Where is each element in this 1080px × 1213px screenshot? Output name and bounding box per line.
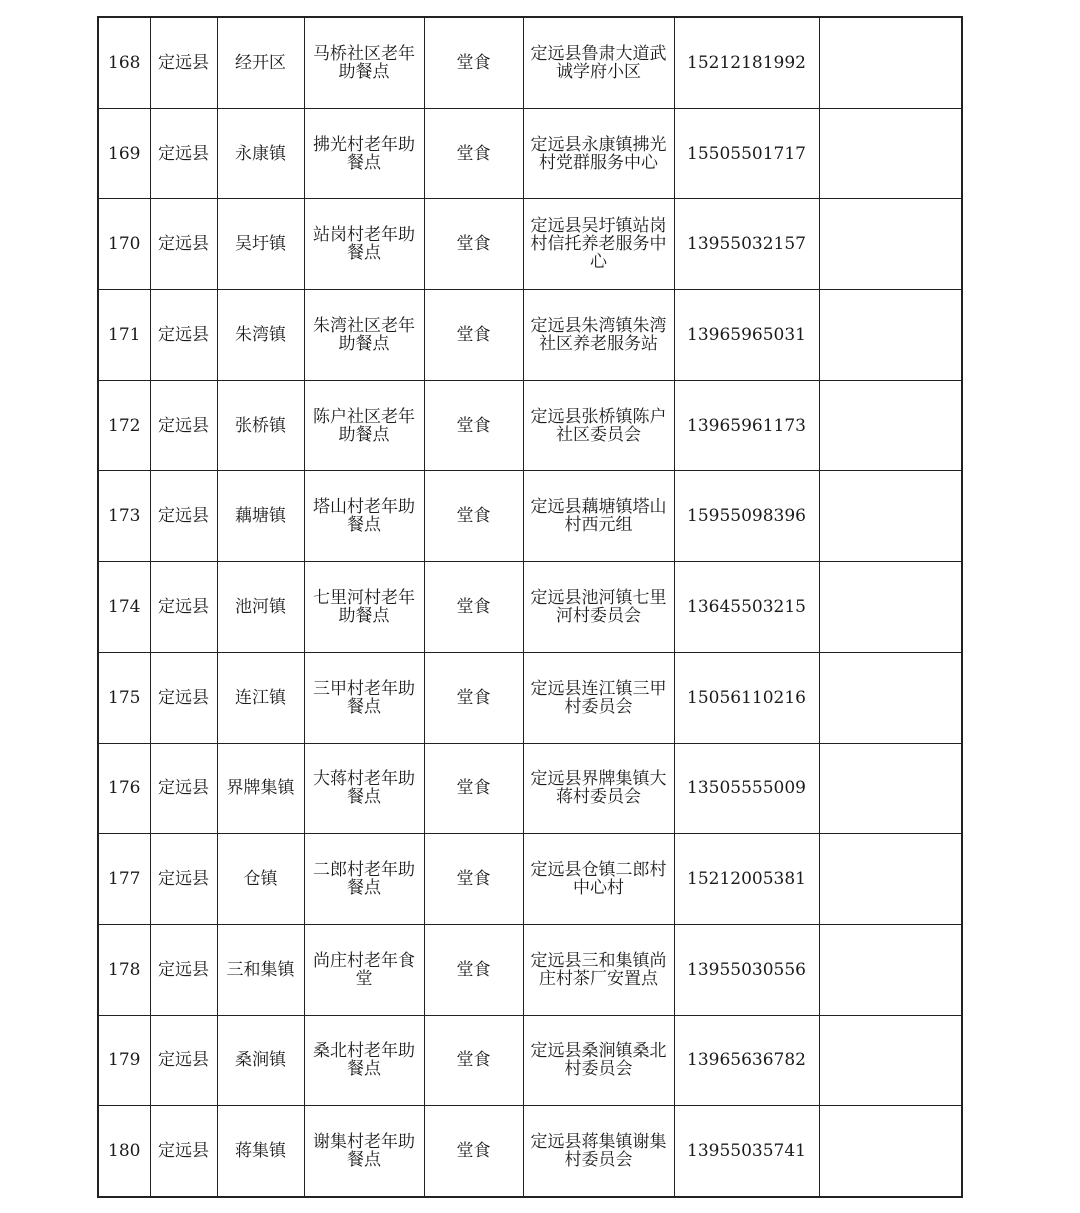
county-cell: 定远县 [150,380,217,471]
county-cell: 定远县 [150,743,217,834]
row-number-cell: 179 [98,1015,150,1106]
service-type-cell: 堂食 [424,471,523,562]
phone-cell: 15056110216 [674,652,819,743]
county-cell: 定远县 [150,471,217,562]
table-body [98,17,962,1197]
note-cell [819,199,962,290]
site-name-cell: 尚庄村老年食堂 [304,924,424,1015]
table-row [98,743,962,834]
service-type-cell: 堂食 [424,743,523,834]
address-cell: 定远县鲁肃大道武诚学府小区 [523,17,674,108]
county-cell: 定远县 [150,652,217,743]
table-row [98,380,962,471]
phone-cell: 15505501717 [674,108,819,199]
site-name-cell: 七里河村老年助餐点 [304,562,424,653]
county-cell: 定远县 [150,1015,217,1106]
row-number-cell: 176 [98,743,150,834]
county-cell: 定远县 [150,199,217,290]
site-name-cell: 大蒋村老年助餐点 [304,743,424,834]
site-name-cell: 三甲村老年助餐点 [304,652,424,743]
service-type-cell: 堂食 [424,1106,523,1197]
note-cell [819,562,962,653]
note-cell [819,290,962,381]
site-name-cell: 二郎村老年助餐点 [304,834,424,925]
phone-cell: 15955098396 [674,471,819,562]
row-number-cell: 173 [98,471,150,562]
row-number-cell: 171 [98,290,150,381]
service-type-cell: 堂食 [424,17,523,108]
table-row [98,290,962,381]
row-number-cell: 178 [98,924,150,1015]
site-name-cell: 马桥社区老年助餐点 [304,17,424,108]
service-type-cell: 堂食 [424,652,523,743]
town-cell: 界牌集镇 [217,743,304,834]
table-row [98,1015,962,1106]
table-row [98,108,962,199]
row-number-cell: 175 [98,652,150,743]
phone-cell: 13965965031 [674,290,819,381]
town-cell: 仓镇 [217,834,304,925]
phone-cell: 13965961173 [674,380,819,471]
service-type-cell: 堂食 [424,108,523,199]
town-cell: 连江镇 [217,652,304,743]
town-cell: 吴圩镇 [217,199,304,290]
phone-cell: 13965636782 [674,1015,819,1106]
phone-cell: 15212181992 [674,17,819,108]
site-name-cell: 站岗村老年助餐点 [304,199,424,290]
table-row [98,834,962,925]
address-cell: 定远县三和集镇尚庄村茶厂安置点 [523,924,674,1015]
table-row [98,199,962,290]
service-type-cell: 堂食 [424,290,523,381]
table-row [98,471,962,562]
county-cell: 定远县 [150,17,217,108]
note-cell [819,17,962,108]
note-cell [819,743,962,834]
address-cell: 定远县张桥镇陈户社区委员会 [523,380,674,471]
address-cell: 定远县桑涧镇桑北村委员会 [523,1015,674,1106]
table-row [98,924,962,1015]
town-cell: 桑涧镇 [217,1015,304,1106]
service-type-cell: 堂食 [424,924,523,1015]
county-cell: 定远县 [150,562,217,653]
table-row [98,17,962,108]
table-row [98,1106,962,1197]
row-number-cell: 170 [98,199,150,290]
row-number-cell: 177 [98,834,150,925]
phone-cell: 13505555009 [674,743,819,834]
site-name-cell: 拂光村老年助餐点 [304,108,424,199]
address-cell: 定远县蒋集镇谢集村委员会 [523,1106,674,1197]
note-cell [819,380,962,471]
row-number-cell: 172 [98,380,150,471]
town-cell: 三和集镇 [217,924,304,1015]
note-cell [819,834,962,925]
address-cell: 定远县界牌集镇大蒋村委员会 [523,743,674,834]
town-cell: 藕塘镇 [217,471,304,562]
phone-cell: 13955032157 [674,199,819,290]
service-type-cell: 堂食 [424,562,523,653]
service-type-cell: 堂食 [424,1015,523,1106]
note-cell [819,652,962,743]
address-cell: 定远县池河镇七里河村委员会 [523,562,674,653]
county-cell: 定远县 [150,834,217,925]
phone-cell: 13955035741 [674,1106,819,1197]
site-name-cell: 塔山村老年助餐点 [304,471,424,562]
county-cell: 定远县 [150,108,217,199]
address-cell: 定远县仓镇二郎村中心村 [523,834,674,925]
row-number-cell: 169 [98,108,150,199]
table-row [98,562,962,653]
town-cell: 池河镇 [217,562,304,653]
service-type-cell: 堂食 [424,834,523,925]
address-cell: 定远县连江镇三甲村委员会 [523,652,674,743]
address-cell: 定远县藕塘镇塔山村西元组 [523,471,674,562]
phone-cell: 15212005381 [674,834,819,925]
row-number-cell: 168 [98,17,150,108]
note-cell [819,1015,962,1106]
phone-cell: 13955030556 [674,924,819,1015]
county-cell: 定远县 [150,924,217,1015]
service-type-cell: 堂食 [424,199,523,290]
town-cell: 朱湾镇 [217,290,304,381]
site-name-cell: 朱湾社区老年助餐点 [304,290,424,381]
site-name-cell: 陈户社区老年助餐点 [304,380,424,471]
town-cell: 永康镇 [217,108,304,199]
service-type-cell: 堂食 [424,380,523,471]
town-cell: 蒋集镇 [217,1106,304,1197]
note-cell [819,924,962,1015]
note-cell [819,471,962,562]
town-cell: 经开区 [217,17,304,108]
address-cell: 定远县吴圩镇站岗村信托养老服务中心 [523,199,674,290]
town-cell: 张桥镇 [217,380,304,471]
county-cell: 定远县 [150,1106,217,1197]
site-name-cell: 谢集村老年助餐点 [304,1106,424,1197]
address-cell: 定远县永康镇拂光村党群服务中心 [523,108,674,199]
phone-cell: 13645503215 [674,562,819,653]
row-number-cell: 180 [98,1106,150,1197]
table-row [98,652,962,743]
meal-site-table [97,16,963,1198]
row-number-cell: 174 [98,562,150,653]
site-name-cell: 桑北村老年助餐点 [304,1015,424,1106]
note-cell [819,108,962,199]
note-cell [819,1106,962,1197]
county-cell: 定远县 [150,290,217,381]
address-cell: 定远县朱湾镇朱湾社区养老服务站 [523,290,674,381]
